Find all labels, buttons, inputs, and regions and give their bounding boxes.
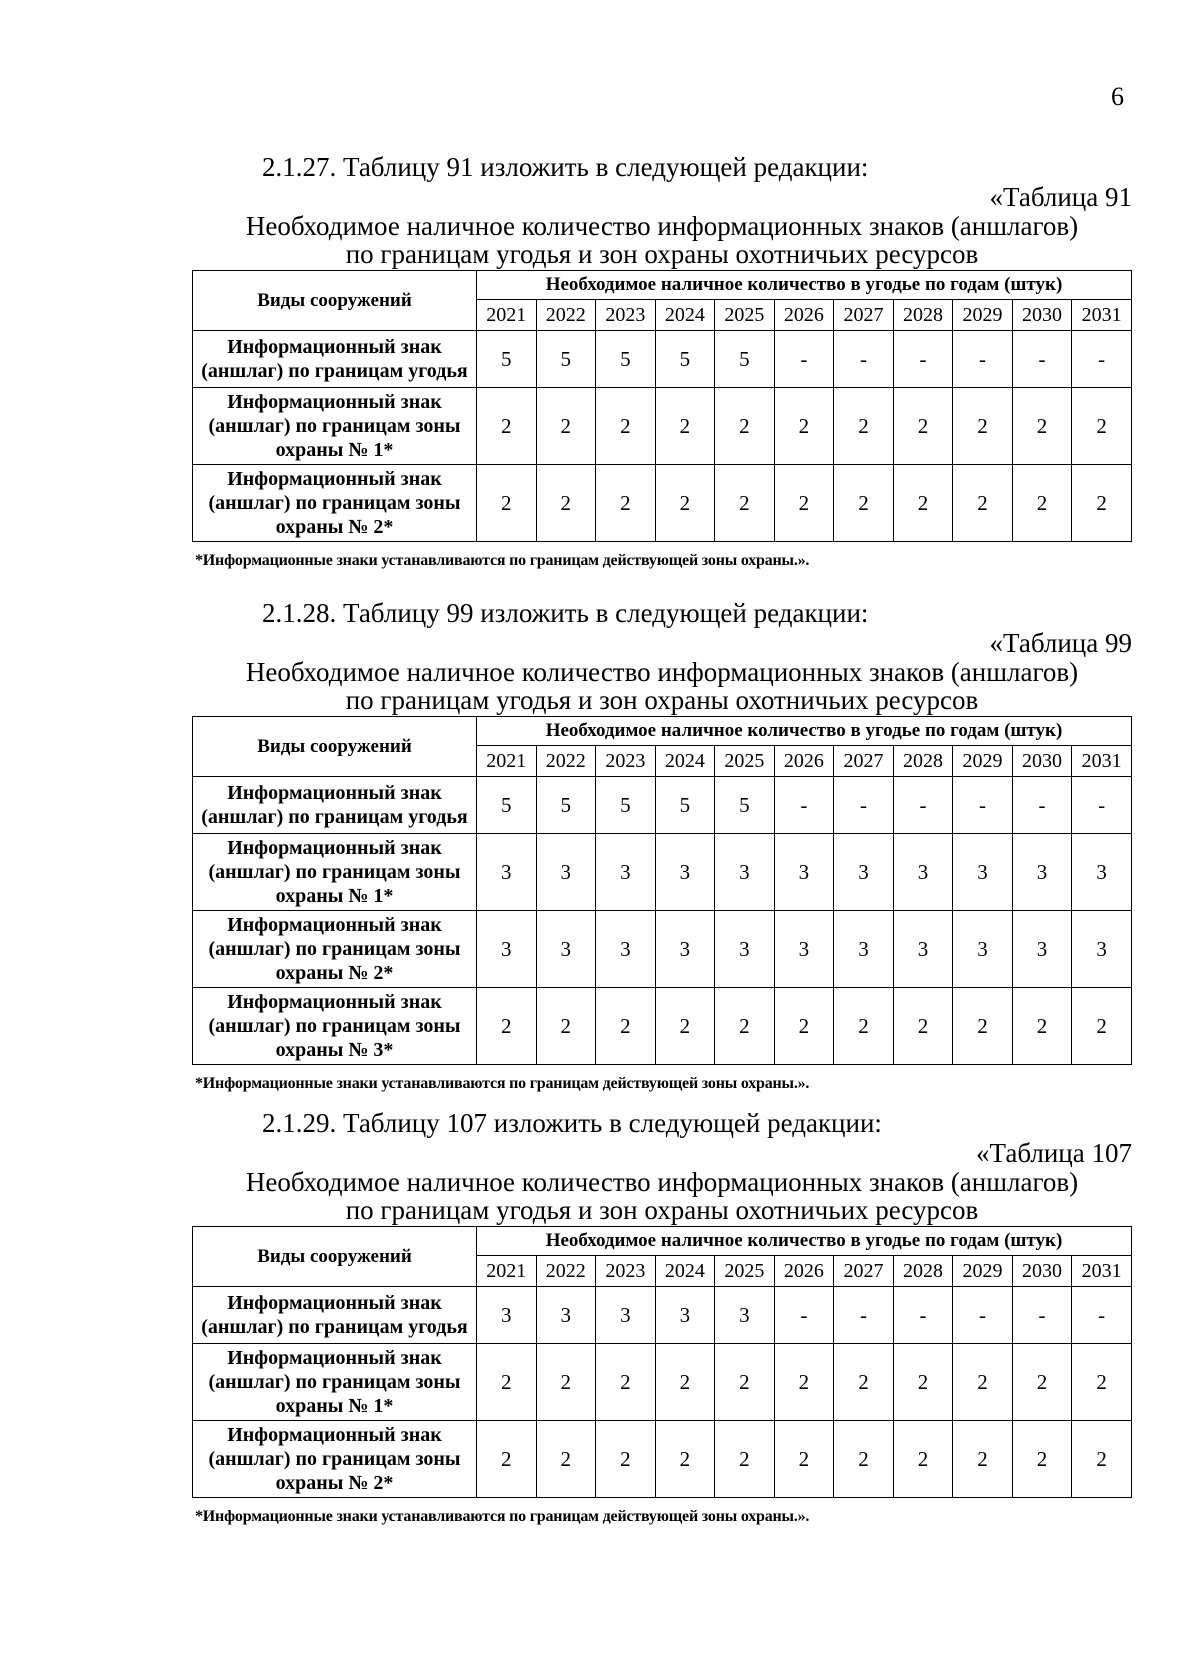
row-kind-line: Информационный знак (227, 1292, 442, 1314)
table-row (193, 988, 1132, 1065)
header-row (193, 1227, 1132, 1256)
value-cell: 2 (655, 1421, 715, 1498)
value-cell: 3 (536, 1287, 596, 1344)
value-cell: 3 (1012, 834, 1072, 911)
column-header-kind: Виды сооружений (193, 271, 477, 331)
year-header: 2030 (1012, 1256, 1072, 1287)
value-cell: - (893, 331, 953, 388)
page-number: 6 (1111, 82, 1124, 111)
year-header: 2021 (477, 300, 537, 331)
value-cell: 2 (834, 465, 894, 542)
value-cell: 2 (893, 1421, 953, 1498)
year-header: 2025 (715, 1256, 775, 1287)
row-kind-line: (аншлаг) по границам угодья (201, 360, 468, 382)
value-cell: 2 (893, 1344, 953, 1421)
value-cell: 2 (774, 388, 834, 465)
value-cell: 3 (536, 911, 596, 988)
row-kind-line: охраны № 2* (275, 516, 394, 538)
value-cell: 2 (893, 465, 953, 542)
value-cell: - (1072, 777, 1132, 834)
value-cell: 3 (477, 911, 537, 988)
caption-line: по границам угодья и зон охраны охотничьих ресурсов (345, 239, 979, 269)
year-header: 2031 (1072, 1256, 1132, 1287)
value-cell: 2 (715, 388, 775, 465)
year-header: 2022 (536, 746, 596, 777)
year-header: 2028 (893, 746, 953, 777)
row-kind-line: Информационный знак (227, 468, 442, 490)
row-kind-line: (аншлаг) по границам зоны (208, 938, 461, 960)
value-cell: 2 (596, 465, 656, 542)
value-cell: - (893, 777, 953, 834)
year-header: 2027 (834, 300, 894, 331)
value-cell: 2 (536, 1421, 596, 1498)
value-cell: 3 (536, 834, 596, 911)
data-table (192, 1226, 1132, 1498)
value-cell: 5 (596, 331, 656, 388)
caption-line: Необходимое наличное количество информационных знаков (аншлагов) (245, 657, 1079, 687)
year-header: 2029 (953, 1256, 1013, 1287)
value-cell: 2 (953, 465, 1013, 542)
year-header: 2024 (655, 1256, 715, 1287)
value-cell: 2 (655, 988, 715, 1065)
value-cell: 2 (536, 988, 596, 1065)
value-cell: 3 (655, 834, 715, 911)
value-cell: 5 (715, 331, 775, 388)
caption-line: по границам угодья и зон охраны охотничьих ресурсов (345, 1195, 979, 1225)
year-header: 2030 (1012, 746, 1072, 777)
row-kind-line: охраны № 2* (275, 962, 394, 984)
value-cell: - (834, 777, 894, 834)
row-kind-line: Информационный знак (227, 336, 442, 358)
year-header: 2023 (596, 300, 656, 331)
value-cell: 3 (893, 911, 953, 988)
value-cell: 3 (774, 834, 834, 911)
value-cell: 2 (1072, 988, 1132, 1065)
table-footnote: *Информационные знаки устанавливаются по границам действующей зоны охраны.». (195, 552, 810, 569)
row-kind-line: (аншлаг) по границам угодья (201, 1316, 468, 1338)
column-header-kind: Виды сооружений (193, 1227, 477, 1287)
value-cell: 2 (1012, 1344, 1072, 1421)
row-kind-cell (193, 1344, 477, 1421)
row-kind-line: (аншлаг) по границам зоны (208, 1371, 461, 1393)
value-cell: 2 (774, 465, 834, 542)
table-number: «Таблица 107 (976, 1138, 1132, 1168)
value-cell: 2 (715, 465, 775, 542)
year-header: 2031 (1072, 300, 1132, 331)
value-cell: 2 (834, 1344, 894, 1421)
row-kind-cell (193, 1287, 477, 1344)
value-cell: - (834, 331, 894, 388)
value-cell: 3 (596, 834, 656, 911)
value-cell: 2 (477, 465, 537, 542)
value-cell: 2 (715, 1344, 775, 1421)
value-cell: 3 (477, 1287, 537, 1344)
row-kind-cell (193, 988, 477, 1065)
year-header: 2025 (715, 746, 775, 777)
header-row (193, 271, 1132, 300)
value-cell: 2 (953, 1421, 1013, 1498)
value-cell: 2 (596, 388, 656, 465)
row-kind-line: (аншлаг) по границам зоны (208, 861, 461, 883)
value-cell: 2 (596, 1421, 656, 1498)
value-cell: - (774, 1287, 834, 1344)
section-table-99 (192, 598, 1132, 1093)
row-kind-line: Информационный знак (227, 991, 442, 1013)
value-cell: 5 (536, 331, 596, 388)
section-table-107 (192, 1108, 1132, 1526)
value-cell: 5 (536, 777, 596, 834)
value-cell: 5 (655, 331, 715, 388)
header-row (193, 717, 1132, 746)
year-header: 2023 (596, 1256, 656, 1287)
value-cell: 3 (1072, 834, 1132, 911)
row-kind-cell (193, 388, 477, 465)
value-cell: 3 (953, 834, 1013, 911)
column-header-quantity: Необходимое наличное количество в угодье по годам (штук) (477, 717, 1132, 746)
value-cell: 3 (596, 1287, 656, 1344)
value-cell: 2 (834, 388, 894, 465)
value-cell: - (774, 331, 834, 388)
value-cell: 2 (715, 988, 775, 1065)
row-kind-cell (193, 777, 477, 834)
value-cell: 3 (834, 911, 894, 988)
row-kind-line: (аншлаг) по границам угодья (201, 806, 468, 828)
value-cell: 2 (893, 388, 953, 465)
value-cell: 3 (477, 834, 537, 911)
year-header: 2024 (655, 300, 715, 331)
value-cell: 2 (596, 1344, 656, 1421)
value-cell: 2 (536, 388, 596, 465)
year-header: 2022 (536, 300, 596, 331)
row-kind-line: Информационный знак (227, 914, 442, 936)
value-cell: 2 (1012, 988, 1072, 1065)
column-header-kind: Виды сооружений (193, 717, 477, 777)
column-header-quantity: Необходимое наличное количество в угодье по годам (штук) (477, 1227, 1132, 1256)
value-cell: - (774, 777, 834, 834)
row-kind-cell (193, 834, 477, 911)
value-cell: 2 (655, 465, 715, 542)
caption-line: по границам угодья и зон охраны охотничьих ресурсов (345, 685, 979, 715)
data-table (192, 716, 1132, 1065)
table-row (193, 465, 1132, 542)
value-cell: 3 (655, 1287, 715, 1344)
table-row (193, 777, 1132, 834)
value-cell: - (1072, 331, 1132, 388)
value-cell: - (1012, 777, 1072, 834)
value-cell: 5 (655, 777, 715, 834)
table-footnote: *Информационные знаки устанавливаются по границам действующей зоны охраны.». (195, 1508, 810, 1525)
year-header: 2030 (1012, 300, 1072, 331)
data-table (192, 270, 1132, 542)
table-caption (192, 1168, 1132, 1224)
table-row (193, 911, 1132, 988)
value-cell: - (1012, 331, 1072, 388)
value-cell: - (1012, 1287, 1072, 1344)
table-row (193, 834, 1132, 911)
value-cell: - (953, 331, 1013, 388)
row-kind-line: охраны № 1* (275, 885, 394, 907)
row-kind-line: (аншлаг) по границам зоны (208, 415, 461, 437)
value-cell: 2 (1012, 465, 1072, 542)
year-header: 2022 (536, 1256, 596, 1287)
value-cell: 2 (477, 988, 537, 1065)
row-kind-cell (193, 465, 477, 542)
value-cell: - (834, 1287, 894, 1344)
value-cell: 3 (834, 834, 894, 911)
value-cell: - (1072, 1287, 1132, 1344)
row-kind-cell (193, 331, 477, 388)
value-cell: 3 (953, 911, 1013, 988)
value-cell: 5 (477, 331, 537, 388)
row-kind-line: (аншлаг) по границам зоны (208, 1015, 461, 1037)
row-kind-line: охраны № 1* (275, 1395, 394, 1417)
year-header: 2021 (477, 1256, 537, 1287)
row-kind-line: Информационный знак (227, 1347, 442, 1369)
table-footnote: *Информационные знаки устанавливаются по границам действующей зоны охраны.». (195, 1075, 810, 1092)
value-cell: 2 (655, 388, 715, 465)
value-cell: 3 (715, 911, 775, 988)
table-caption (192, 658, 1132, 714)
row-kind-cell (193, 1421, 477, 1498)
value-cell: 2 (774, 1344, 834, 1421)
year-header: 2028 (893, 1256, 953, 1287)
year-header: 2029 (953, 746, 1013, 777)
value-cell: 3 (893, 834, 953, 911)
row-kind-line: охраны № 1* (275, 439, 394, 461)
year-header: 2024 (655, 746, 715, 777)
table-number: «Таблица 91 (989, 182, 1132, 212)
value-cell: 2 (1072, 388, 1132, 465)
row-kind-line: (аншлаг) по границам зоны (208, 1448, 461, 1470)
value-cell: 2 (477, 388, 537, 465)
caption-line: Необходимое наличное количество информационных знаков (аншлагов) (245, 1167, 1079, 1197)
table-row (193, 1287, 1132, 1344)
value-cell: 2 (477, 1421, 537, 1498)
value-cell: 2 (1072, 1421, 1132, 1498)
value-cell: 3 (715, 834, 775, 911)
year-header: 2026 (774, 746, 834, 777)
value-cell: 5 (715, 777, 775, 834)
value-cell: 2 (1072, 1344, 1132, 1421)
row-kind-cell (193, 911, 477, 988)
year-header: 2027 (834, 1256, 894, 1287)
value-cell: 2 (953, 388, 1013, 465)
value-cell: 2 (655, 1344, 715, 1421)
value-cell: 2 (596, 988, 656, 1065)
value-cell: - (953, 777, 1013, 834)
value-cell: 2 (774, 988, 834, 1065)
year-header: 2029 (953, 300, 1013, 331)
table-caption (192, 212, 1132, 268)
section-table-91 (192, 152, 1132, 570)
year-header: 2027 (834, 746, 894, 777)
value-cell: 2 (893, 988, 953, 1065)
section-heading: 2.1.28. Таблицу 99 изложить в следующей редакции: (262, 598, 869, 628)
section-heading: 2.1.27. Таблицу 91 изложить в следующей редакции: (262, 152, 869, 182)
value-cell: 2 (1012, 1421, 1072, 1498)
section-heading: 2.1.29. Таблицу 107 изложить в следующей редакции: (262, 1108, 882, 1138)
year-header: 2021 (477, 746, 537, 777)
year-header: 2026 (774, 300, 834, 331)
table-row (193, 1344, 1132, 1421)
value-cell: - (893, 1287, 953, 1344)
table-number: «Таблица 99 (989, 628, 1132, 658)
value-cell: 2 (1012, 388, 1072, 465)
value-cell: 3 (715, 1287, 775, 1344)
row-kind-line: Информационный знак (227, 391, 442, 413)
value-cell: 3 (596, 911, 656, 988)
value-cell: 3 (1072, 911, 1132, 988)
value-cell: 2 (834, 1421, 894, 1498)
value-cell: 2 (477, 1344, 537, 1421)
value-cell: 5 (596, 777, 656, 834)
row-kind-line: (аншлаг) по границам зоны (208, 492, 461, 514)
year-header: 2028 (893, 300, 953, 331)
value-cell: 2 (1072, 465, 1132, 542)
value-cell: 5 (477, 777, 537, 834)
value-cell: 2 (536, 465, 596, 542)
value-cell: 2 (536, 1344, 596, 1421)
row-kind-line: охраны № 2* (275, 1472, 394, 1494)
value-cell: 2 (715, 1421, 775, 1498)
value-cell: 2 (953, 988, 1013, 1065)
value-cell: 3 (1012, 911, 1072, 988)
value-cell: 2 (834, 988, 894, 1065)
caption-line: Необходимое наличное количество информационных знаков (аншлагов) (245, 211, 1079, 241)
row-kind-line: охраны № 3* (275, 1039, 394, 1061)
value-cell: 3 (774, 911, 834, 988)
table-row (193, 331, 1132, 388)
table-row (193, 1421, 1132, 1498)
year-header: 2026 (774, 1256, 834, 1287)
value-cell: - (953, 1287, 1013, 1344)
value-cell: 2 (953, 1344, 1013, 1421)
column-header-quantity: Необходимое наличное количество в угодье по годам (штук) (477, 271, 1132, 300)
year-header: 2025 (715, 300, 775, 331)
year-header: 2031 (1072, 746, 1132, 777)
table-row (193, 388, 1132, 465)
row-kind-line: Информационный знак (227, 1424, 442, 1446)
year-header: 2023 (596, 746, 656, 777)
value-cell: 2 (774, 1421, 834, 1498)
value-cell: 3 (655, 911, 715, 988)
row-kind-line: Информационный знак (227, 782, 442, 804)
row-kind-line: Информационный знак (227, 837, 442, 859)
